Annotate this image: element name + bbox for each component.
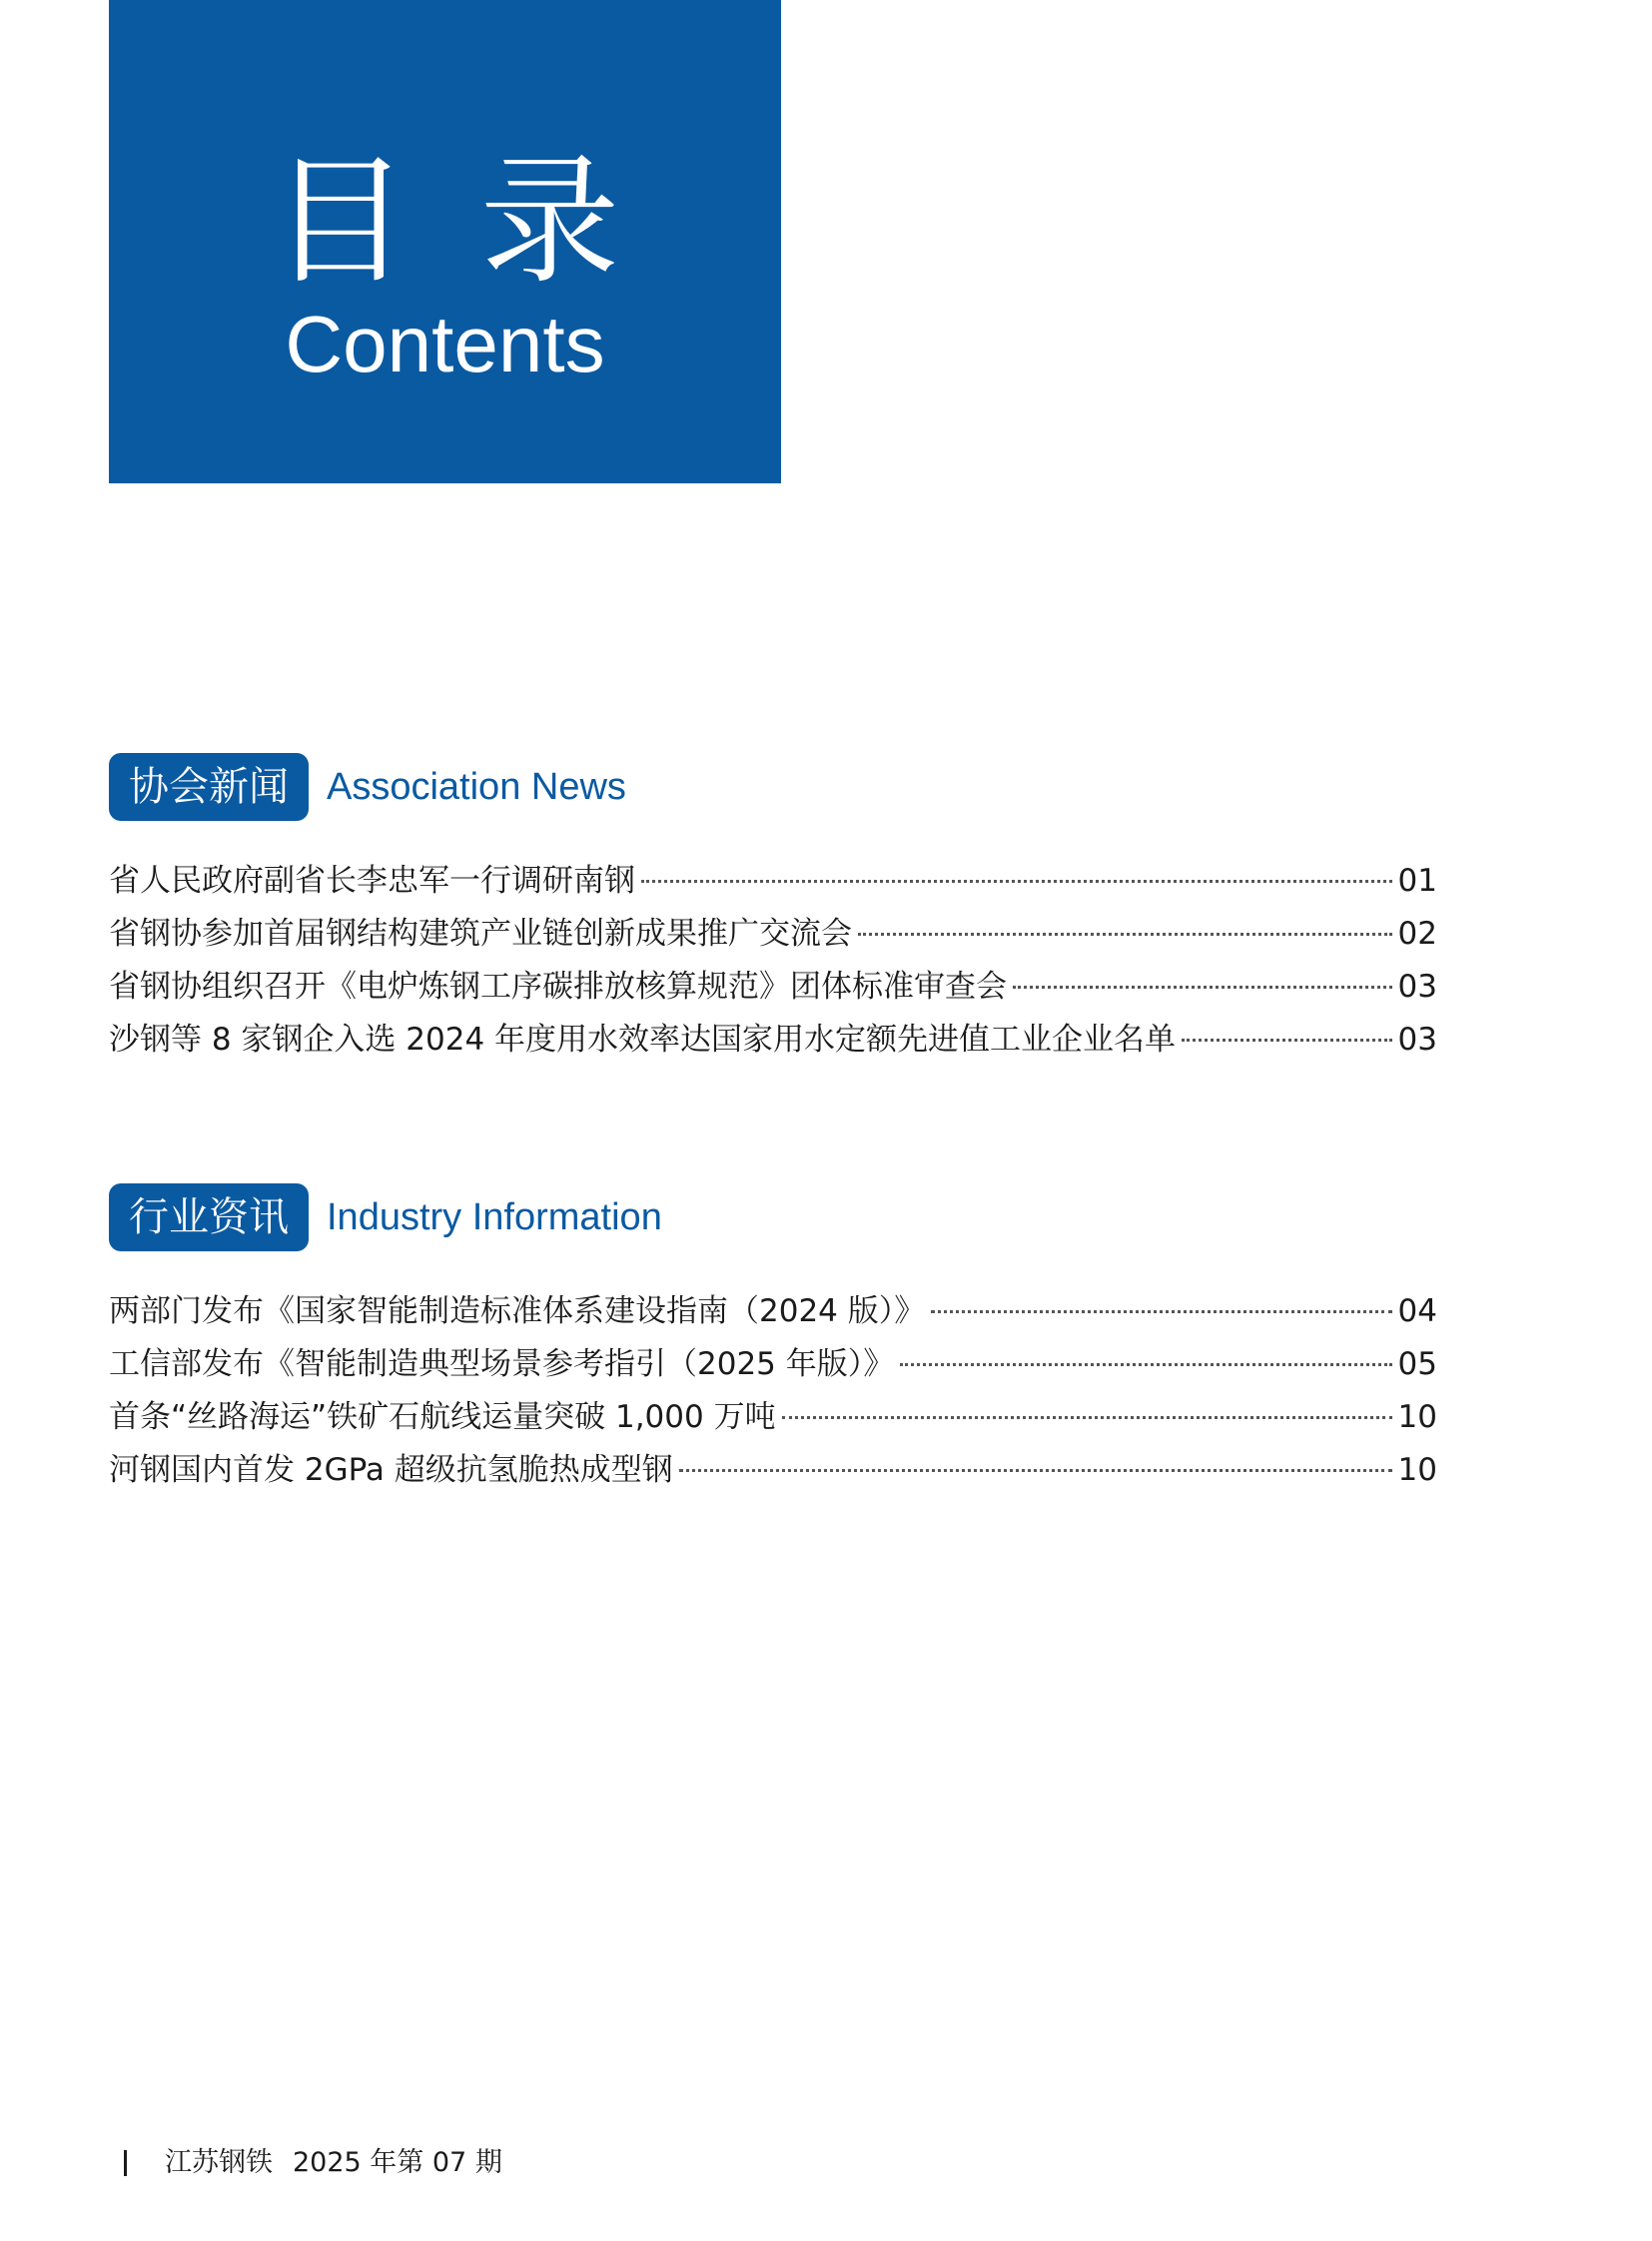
toc-entry-title: 首条“丝路海运”铁矿石航线运量突破 1,000 万吨 — [109, 1399, 776, 1435]
toc-entry-page: 02 — [1397, 916, 1437, 952]
leader-dots — [1182, 1039, 1392, 1042]
section-badge: 行业资讯 — [109, 1183, 309, 1251]
toc-entry[interactable] — [109, 1338, 1437, 1391]
leader-dots — [782, 1416, 1392, 1419]
toc-entry-title: 工信部发布《智能制造典型场景参考指引（2025 年版）》 — [109, 1346, 895, 1382]
title-chinese: 目录 — [270, 141, 690, 304]
toc-entry-page: 03 — [1397, 1022, 1437, 1058]
toc-entry[interactable] — [109, 908, 1437, 961]
section-title-english: Industry Information — [327, 1196, 662, 1238]
section-badge: 协会新闻 — [109, 753, 309, 821]
toc-entry-page: 05 — [1397, 1346, 1437, 1382]
toc-entry[interactable] — [109, 1391, 1437, 1444]
toc-list — [109, 1285, 1437, 1497]
toc-entry-title: 沙钢等 8 家钢企入选 2024 年度用水效率达国家用水定额先进值工业企业名单 — [109, 1022, 1177, 1058]
section-header — [109, 1183, 1437, 1251]
toc-entry-title: 省人民政府副省长李忠军一行调研南钢 — [109, 863, 635, 899]
toc-entry[interactable] — [109, 1444, 1437, 1497]
section-association-news — [109, 753, 1437, 1067]
toc-entry-title: 河钢国内首发 2GPa 超级抗氢脆热成型钢 — [109, 1452, 673, 1488]
toc-entry[interactable] — [109, 1285, 1437, 1338]
toc-entry-page: 04 — [1397, 1293, 1437, 1329]
footer-divider — [124, 2150, 127, 2176]
leader-dots — [1013, 986, 1392, 989]
toc-list — [109, 855, 1437, 1067]
title-english: Contents — [285, 300, 605, 388]
toc-entry[interactable] — [109, 1014, 1437, 1067]
contents-title-block — [109, 0, 781, 483]
leader-dots — [900, 1363, 1391, 1366]
section-header — [109, 753, 1437, 821]
toc-entry-title: 省钢协组织召开《电炉炼钢工序碳排放核算规范》团体标准审查会 — [109, 969, 1007, 1005]
footer-issue: 2025 年第 07 期 — [293, 2147, 502, 2178]
toc-entry-page: 10 — [1397, 1452, 1437, 1488]
toc-entry-title: 两部门发布《国家智能制造标准体系建设指南（2024 版）》 — [109, 1293, 926, 1329]
toc-entry[interactable] — [109, 855, 1437, 908]
section-title-english: Association News — [327, 766, 626, 808]
section-industry-information — [109, 1183, 1437, 1497]
leader-dots — [858, 933, 1392, 936]
toc-entry-page: 01 — [1397, 863, 1437, 899]
toc-entry-page: 10 — [1397, 1399, 1437, 1435]
leader-dots — [679, 1469, 1392, 1472]
toc-entry[interactable] — [109, 961, 1437, 1014]
footer-publication: 江苏钢铁 — [165, 2147, 273, 2178]
toc-entry-page: 03 — [1397, 969, 1437, 1005]
leader-dots — [931, 1310, 1391, 1313]
toc-entry-title: 省钢协参加首届钢结构建筑产业链创新成果推广交流会 — [109, 916, 852, 952]
leader-dots — [641, 880, 1392, 883]
page-footer — [124, 2143, 502, 2183]
